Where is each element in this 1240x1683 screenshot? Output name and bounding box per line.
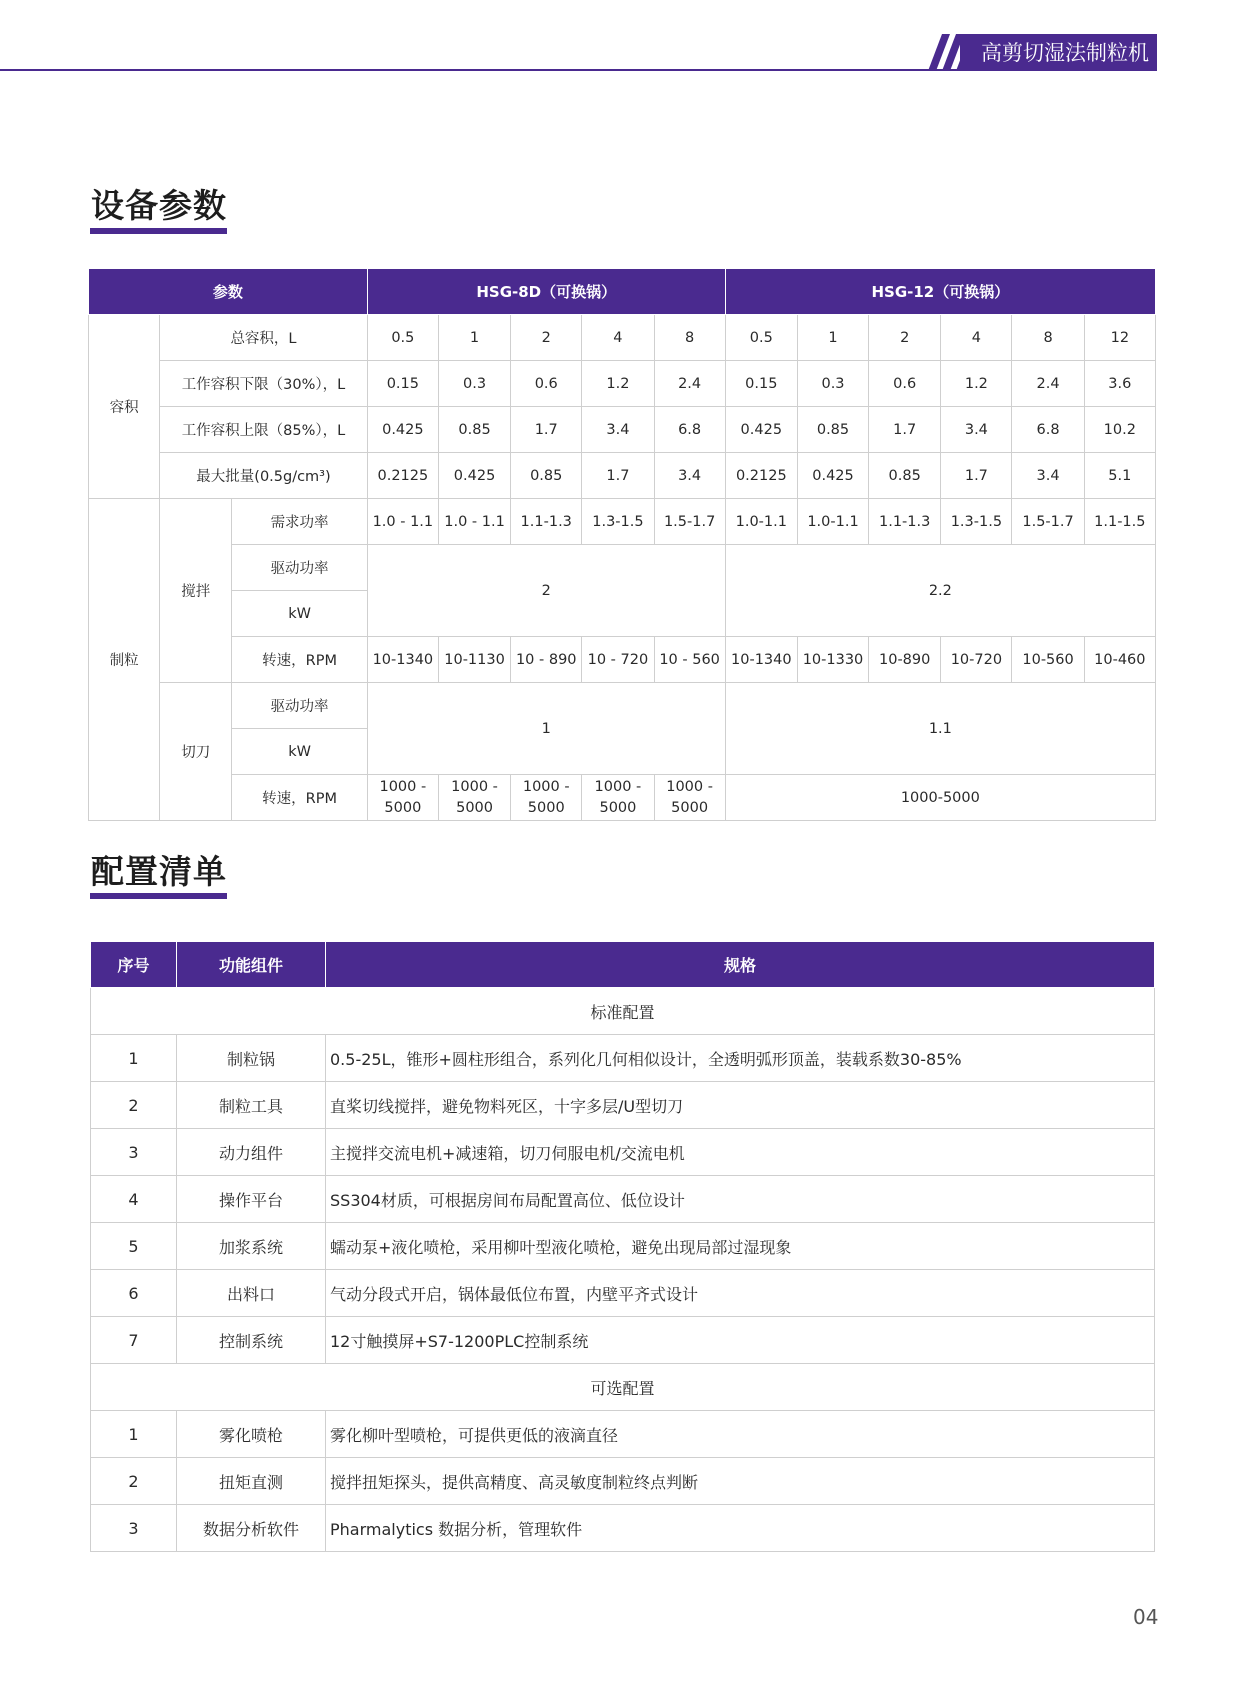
section-label-optional: 可选配置 bbox=[91, 1364, 1155, 1411]
table-section-row bbox=[91, 988, 1155, 1035]
cell-spec: 12寸触摸屏+S7-1200PLC控制系统 bbox=[326, 1317, 1155, 1364]
cell: 1.0 - 1.1 bbox=[367, 499, 438, 545]
cell: 0.6 bbox=[511, 361, 582, 407]
group-label-granulation: 制粒 bbox=[89, 499, 160, 821]
row-label: 工作容积下限（30%），L bbox=[160, 361, 368, 407]
cell-component: 制粒工具 bbox=[177, 1082, 326, 1129]
cell-component: 动力组件 bbox=[177, 1129, 326, 1176]
cell: 4 bbox=[941, 315, 1012, 361]
cell-component: 出料口 bbox=[177, 1270, 326, 1317]
cell: 1.2 bbox=[941, 361, 1012, 407]
cell-component: 制粒锅 bbox=[177, 1035, 326, 1082]
section-underline bbox=[90, 893, 227, 899]
cell: 2 bbox=[869, 315, 941, 361]
cell: 0.85 bbox=[438, 407, 510, 453]
cell-spec: 主搅拌交流电机+减速箱，切刀伺服电机/交流电机 bbox=[326, 1129, 1155, 1176]
cell: 1.7 bbox=[511, 407, 582, 453]
cell-spec: Pharmalytics 数据分析，管理软件 bbox=[326, 1505, 1155, 1552]
cell: 0.425 bbox=[367, 407, 438, 453]
table-row bbox=[91, 1458, 1155, 1505]
cell: 1 bbox=[797, 315, 868, 361]
group-label-capacity: 容积 bbox=[89, 315, 160, 499]
cell-spec: SS304材质，可根据房间布局配置高位、低位设计 bbox=[326, 1176, 1155, 1223]
row-label: 总容积，L bbox=[160, 315, 368, 361]
page-number: 04 bbox=[1133, 1605, 1159, 1629]
row-label: 转速，RPM bbox=[232, 637, 367, 683]
cell: 10-1340 bbox=[367, 637, 438, 683]
cell-line: 5000 bbox=[671, 799, 709, 816]
row-label: 最大批量(0.5g/cm³) bbox=[160, 453, 368, 499]
cell-line: 1000 - bbox=[666, 778, 713, 795]
cell: 1.1-1.3 bbox=[869, 499, 941, 545]
config-table bbox=[90, 941, 1155, 1552]
table-row bbox=[91, 1082, 1155, 1129]
cell-merged: 2.2 bbox=[725, 545, 1155, 637]
row-label: 转速，RPM bbox=[232, 775, 367, 821]
cell: 1.1-1.3 bbox=[511, 499, 582, 545]
cell-no: 1 bbox=[91, 1411, 177, 1458]
table-row bbox=[89, 637, 1156, 683]
cell: 8 bbox=[654, 315, 725, 361]
cell-no: 2 bbox=[91, 1082, 177, 1129]
cell-no: 5 bbox=[91, 1223, 177, 1270]
table-row bbox=[91, 1505, 1155, 1552]
row-label: 需求功率 bbox=[232, 499, 367, 545]
table-section-row bbox=[91, 1364, 1155, 1411]
sub-label-mixing: 搅拌 bbox=[160, 499, 232, 683]
row-label: 驱动功率 bbox=[232, 545, 367, 591]
cell: 10-890 bbox=[869, 637, 941, 683]
cell-component: 加浆系统 bbox=[177, 1223, 326, 1270]
table-row bbox=[89, 775, 1156, 821]
cell: 0.3 bbox=[438, 361, 510, 407]
table-row bbox=[89, 453, 1156, 499]
table-row bbox=[91, 1270, 1155, 1317]
cell-merged: 1000-5000 bbox=[725, 775, 1155, 821]
cell: 1 bbox=[438, 315, 510, 361]
cell-component: 雾化喷枪 bbox=[177, 1411, 326, 1458]
cell-no: 2 bbox=[91, 1458, 177, 1505]
col-header-spec: 规格 bbox=[326, 942, 1155, 988]
cell: 1.5-1.7 bbox=[654, 499, 725, 545]
cell: 0.6 bbox=[869, 361, 941, 407]
cell: 1.7 bbox=[582, 453, 654, 499]
cell-spec: 雾化柳叶型喷枪，可提供更低的液滴直径 bbox=[326, 1411, 1155, 1458]
cell-merged: 1 bbox=[367, 683, 725, 775]
table-row bbox=[91, 1035, 1155, 1082]
row-label: 工作容积上限（85%），L bbox=[160, 407, 368, 453]
cell: 10 - 560 bbox=[654, 637, 725, 683]
cell: 2.4 bbox=[654, 361, 725, 407]
cell: 10-1330 bbox=[797, 637, 868, 683]
cell: 1.5-1.7 bbox=[1012, 499, 1084, 545]
cell: 0.85 bbox=[797, 407, 868, 453]
cell: 1.2 bbox=[582, 361, 654, 407]
cell: 0.5 bbox=[367, 315, 438, 361]
cell: 3.4 bbox=[654, 453, 725, 499]
cell-no: 4 bbox=[91, 1176, 177, 1223]
cell: 0.2125 bbox=[725, 453, 797, 499]
cell: 6.8 bbox=[1012, 407, 1084, 453]
parameters-table bbox=[88, 268, 1156, 821]
cell-spec: 直桨切线搅拌，避免物料死区，十字多层/U型切刀 bbox=[326, 1082, 1155, 1129]
cell-component: 操作平台 bbox=[177, 1176, 326, 1223]
cell: 0.3 bbox=[797, 361, 868, 407]
cell bbox=[511, 775, 582, 821]
cell: 10 - 720 bbox=[582, 637, 654, 683]
cell: 6.8 bbox=[654, 407, 725, 453]
cell: 10-720 bbox=[941, 637, 1012, 683]
cell bbox=[367, 775, 438, 821]
cell: 0.5 bbox=[725, 315, 797, 361]
table-row bbox=[91, 1129, 1155, 1176]
cell bbox=[582, 775, 654, 821]
cell: 0.425 bbox=[438, 453, 510, 499]
cell bbox=[438, 775, 510, 821]
cell: 2.4 bbox=[1012, 361, 1084, 407]
cell bbox=[654, 775, 725, 821]
cell-component: 扭矩直测 bbox=[177, 1458, 326, 1505]
table-row bbox=[89, 361, 1156, 407]
cell: 1.0-1.1 bbox=[725, 499, 797, 545]
cell-no: 6 bbox=[91, 1270, 177, 1317]
table-row bbox=[89, 499, 1156, 545]
cell-line: 5000 bbox=[456, 799, 493, 816]
cell-line: 1000 - bbox=[379, 778, 427, 795]
cell: 10-560 bbox=[1012, 637, 1084, 683]
section-title-config: 配置清单 bbox=[91, 852, 227, 891]
cell-line: 1000 - bbox=[522, 778, 570, 795]
table-row bbox=[89, 315, 1156, 361]
cell-component: 数据分析软件 bbox=[177, 1505, 326, 1552]
cell-no: 3 bbox=[91, 1505, 177, 1552]
cell-no: 1 bbox=[91, 1035, 177, 1082]
cell: 2 bbox=[511, 315, 582, 361]
cell-line: 5000 bbox=[599, 799, 637, 816]
col-header-no: 序号 bbox=[91, 942, 177, 988]
cell-spec: 0.5-25L，锥形+圆柱形组合，系列化几何相似设计，全透明弧形顶盖，装载系数30-85% bbox=[326, 1035, 1155, 1082]
cell-merged: 2 bbox=[367, 545, 725, 637]
cell: 1.7 bbox=[941, 453, 1012, 499]
table-row bbox=[91, 1223, 1155, 1270]
cell-line: 1000 - bbox=[451, 778, 498, 795]
row-label-unit: kW bbox=[232, 591, 367, 637]
cell: 3.4 bbox=[582, 407, 654, 453]
cell: 0.15 bbox=[367, 361, 438, 407]
cell: 5.1 bbox=[1084, 453, 1155, 499]
cell: 10 - 890 bbox=[511, 637, 582, 683]
table-row bbox=[91, 1411, 1155, 1458]
cell-spec: 蠕动泵+液化喷枪，采用柳叶型液化喷枪，避免出现局部过湿现象 bbox=[326, 1223, 1155, 1270]
col-header-model-a: HSG-8D（可换锅） bbox=[367, 269, 725, 315]
cell: 8 bbox=[1012, 315, 1084, 361]
cell: 10-1130 bbox=[438, 637, 510, 683]
cell: 4 bbox=[582, 315, 654, 361]
cell: 1.1-1.5 bbox=[1084, 499, 1155, 545]
cell-merged: 1.1 bbox=[725, 683, 1155, 775]
sub-label-chopper: 切刀 bbox=[160, 683, 232, 821]
col-header-model-b: HSG-12（可换锅） bbox=[725, 269, 1155, 315]
table-header-row bbox=[89, 269, 1156, 315]
cell: 12 bbox=[1084, 315, 1155, 361]
cell: 1.3-1.5 bbox=[582, 499, 654, 545]
row-label: 驱动功率 bbox=[232, 683, 367, 729]
cell: 10-1340 bbox=[725, 637, 797, 683]
col-header-component: 功能组件 bbox=[177, 942, 326, 988]
cell: 1.3-1.5 bbox=[941, 499, 1012, 545]
table-row bbox=[89, 545, 1156, 591]
cell: 3.4 bbox=[941, 407, 1012, 453]
cell-line: 5000 bbox=[527, 799, 565, 816]
cell-no: 3 bbox=[91, 1129, 177, 1176]
cell-line: 1000 - bbox=[594, 778, 642, 795]
cell: 0.425 bbox=[725, 407, 797, 453]
section-title-parameters: 设备参数 bbox=[91, 186, 227, 225]
row-label-unit: kW bbox=[232, 729, 367, 775]
cell-spec: 气动分段式开启，锅体最低位布置，内壁平齐式设计 bbox=[326, 1270, 1155, 1317]
cell: 0.85 bbox=[869, 453, 941, 499]
cell: 0.85 bbox=[511, 453, 582, 499]
cell: 1.0 - 1.1 bbox=[438, 499, 510, 545]
cell-no: 7 bbox=[91, 1317, 177, 1364]
section-underline bbox=[90, 228, 227, 234]
cell: 3.4 bbox=[1012, 453, 1084, 499]
cell-component: 控制系统 bbox=[177, 1317, 326, 1364]
header-title: 高剪切湿法制粒机 bbox=[981, 41, 1149, 65]
cell: 0.2125 bbox=[367, 453, 438, 499]
cell: 10-460 bbox=[1084, 637, 1155, 683]
table-row bbox=[91, 1317, 1155, 1364]
cell: 1.0-1.1 bbox=[797, 499, 868, 545]
cell: 0.425 bbox=[797, 453, 868, 499]
table-row bbox=[89, 407, 1156, 453]
cell: 0.15 bbox=[725, 361, 797, 407]
cell-line: 5000 bbox=[384, 799, 422, 816]
col-header-param: 参数 bbox=[89, 269, 368, 315]
cell: 10.2 bbox=[1084, 407, 1155, 453]
section-label-standard: 标准配置 bbox=[91, 988, 1155, 1035]
table-row bbox=[89, 683, 1156, 729]
cell: 3.6 bbox=[1084, 361, 1155, 407]
cell: 1.7 bbox=[869, 407, 941, 453]
table-row bbox=[91, 1176, 1155, 1223]
table-header-row bbox=[91, 942, 1155, 988]
cell-spec: 搅拌扭矩探头，提供高精度、高灵敏度制粒终点判断 bbox=[326, 1458, 1155, 1505]
